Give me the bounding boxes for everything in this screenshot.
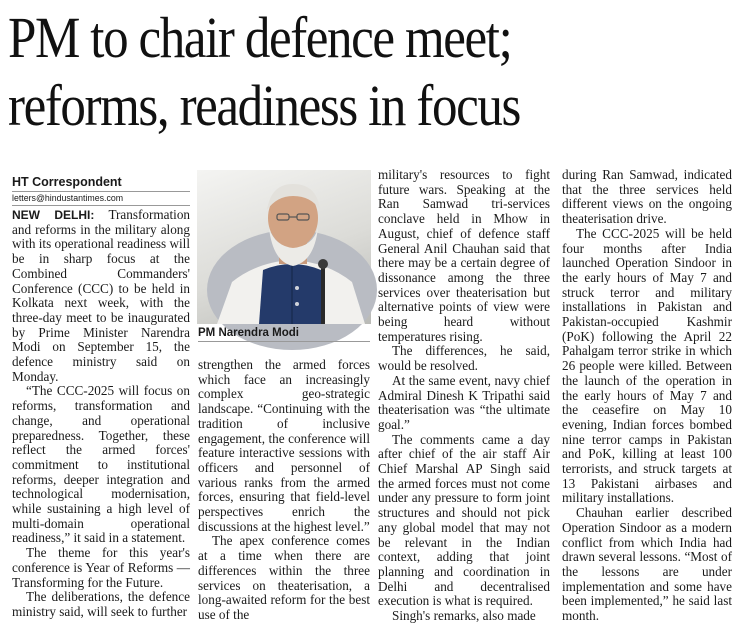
headline-line-1: PM to chair defence meet;: [8, 5, 512, 70]
paragraph: The deliberations, the defence ministry said, will seek to further: [12, 589, 190, 619]
paragraph: The differences, he said, would be resolved.: [378, 343, 550, 374]
paragraph: The comments came a day after chief of the air staff Air Chief Marshal AP Singh said the armed forces must not come under any pressure to form joint structures and should not pick any global model that may not be relevant in the Indian context, adding that joint planning and coordination in Delhi and decentralised execution is what is required.: [378, 431, 550, 609]
article-column-2: [198, 357, 370, 622]
paragraph: “The CCC-2025 will focus on reforms, transformation and change, and operational preparedness. Together, these reflect the armed forces' commitment to institutional reforms, deeper integration and technological modernisation, while sustaining a high level of multi-domain operational readiness,” it said in a statement.: [12, 383, 190, 546]
article-column-3: [378, 167, 550, 624]
paragraph: military's resources to fight future wars. Speaking at the Ran Samwad tri-services conclave held in Mhow in August, chief of defence staff General Anil Chauhan said that there may be a certain degree of dissonance among the three services over theaterisation but alternative points of view were being heard without temperatures rising.: [378, 167, 550, 344]
byline-author: HT Correspondent: [12, 175, 190, 192]
photo-caption: PM Narendra Modi: [198, 325, 370, 342]
portrait-illustration: [197, 170, 371, 324]
paragraph: NEW DELHI: Transformation and reforms in the military along with its operational readiness will be in sharp focus at the Combined Commanders' Conference (CCC) to be held in Kolkata next week, with the three-day meet to be inaugurated by Prime Minister Narendra Modi on September 15, the defence ministry said on Monday.: [12, 207, 191, 384]
paragraph: The CCC-2025 will be held four months after India launched Operation Sindoor in the early hours of May 7 and struck terror and military installations in Pakistan and Pakistan-occupied Kashmir (PoK) following the April 22 Pahalgam terror strike in which 26 people were killed. Between the launch of the operation in the early hours of May 7 and the ceasefire on May 10 evening, Indian forces bombed nine terror camps in Pakistan and PoK, killing at least 100 terrorists, and struck targets at 13 Pakistani airbases and military installations.: [562, 225, 732, 506]
dateline: NEW DELHI:: [12, 208, 95, 222]
paragraph: At the same event, navy chief Admiral Dinesh K Tripathi said theaterisation was “the ultimate goal.”: [378, 372, 550, 432]
paragraph: Chauhan earlier described Operation Sindoor as a modern conflict from which India had drawn several lessons. “Most of the lessons are under implementation and some have been implemented,” he said last month.: [562, 505, 732, 624]
paragraph: The theme for this year's conference is Year of Reforms — Transforming for the Future.: [12, 545, 190, 590]
article-column-4: [562, 167, 732, 624]
paragraph: The apex conference comes at a time when there are differences within the three services on theaterisation, a long-awaited reform for the best use of the: [198, 533, 370, 622]
headline-line-2: reforms, readiness in focus: [8, 73, 520, 138]
byline-email[interactable]: letters@hindustantimes.com: [12, 192, 190, 206]
pm-photo: [197, 170, 371, 324]
paragraph: strengthen the armed forces which face an increasingly complex geo-strategic landscape. “Continuing with the tradition of inclusive engagement, the conference will feature interactive sessions with officers and personnel of various ranks from the armed forces, ensuring that field-level perspectives enrich the discussions at the highest level.”: [198, 357, 370, 534]
headline: [8, 4, 645, 140]
article-column-1: [12, 175, 191, 619]
paragraph: during Ran Samwad, indicated that the three services held different views on the ongoing theaterisation drive.: [562, 167, 732, 227]
paragraph: Singh's remarks, also made: [392, 608, 536, 624]
